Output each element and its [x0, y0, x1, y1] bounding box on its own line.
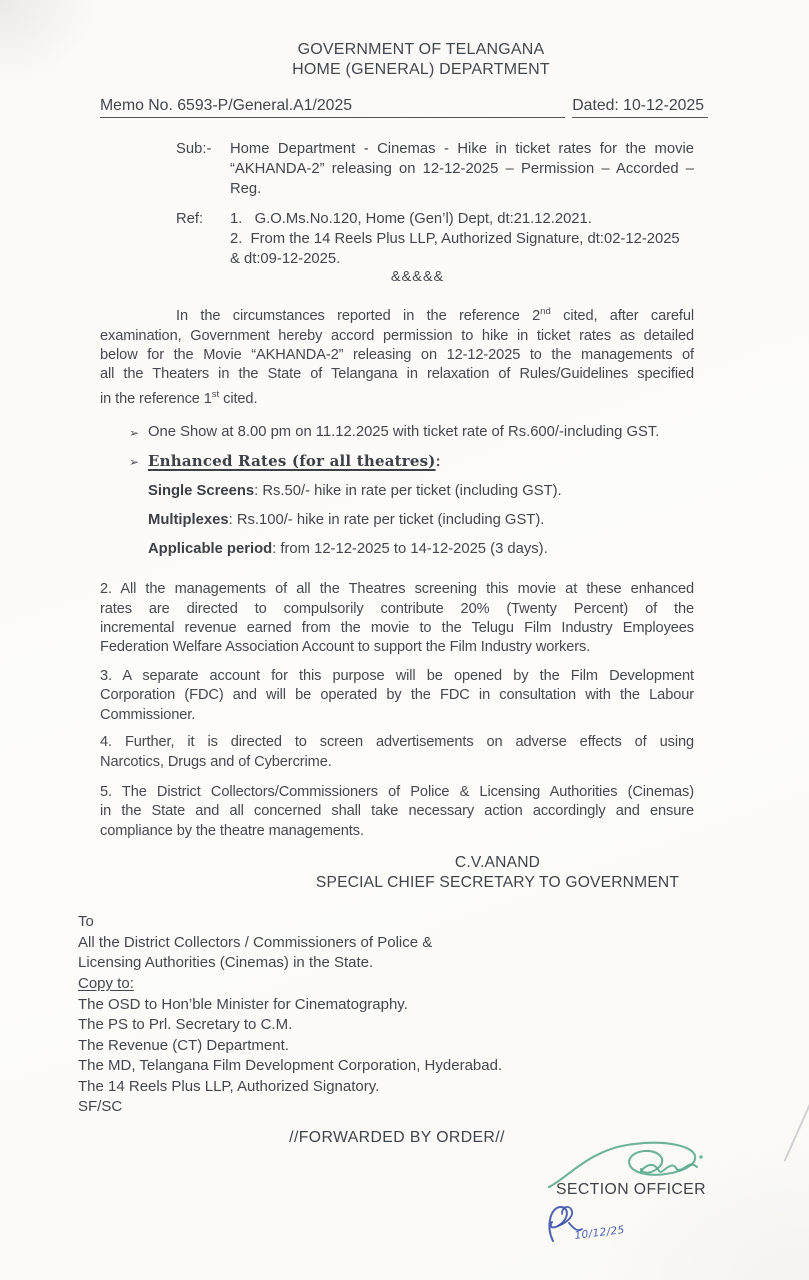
paragraph-line: Federation Welfare Association Account to support the Film Industry workers.	[100, 639, 591, 656]
rate-text: : Rs.50/- hike in rate per ticket (including GST).	[254, 483, 562, 500]
paragraph-line: examination, Government hereby accord permission to hike in ticket rates as detailed	[100, 327, 694, 344]
to-label: To	[78, 913, 94, 931]
signatory-title: SPECIAL CHIEF SECRETARY TO GOVERNMENT	[315, 873, 680, 891]
rate-label: Multiplexes	[148, 512, 229, 529]
addressee-line: Licensing Authorities (Cinemas) in the State.	[78, 954, 374, 972]
paragraph-line: 3. A separate account for this purpose will be opened by the Film Development	[100, 667, 694, 684]
subject-line: Reg.	[230, 181, 262, 198]
rate-line-single-screens	[148, 482, 694, 501]
rate-line-multiplexes	[148, 511, 694, 530]
bullet-item-enhanced-rates	[129, 452, 694, 472]
copy-line: The Revenue (CT) Department.	[78, 1036, 289, 1054]
paragraph-1	[100, 302, 694, 409]
paragraph-line	[100, 302, 694, 326]
subject-label: Sub:-	[176, 141, 212, 157]
ink-date: 10/12/25	[573, 1223, 626, 1242]
addressee-block	[78, 912, 809, 1118]
section-officer-title: SECTION OFFICER	[556, 1181, 706, 1198]
paragraph-line: Narcotics, Drugs and of Cybercrime.	[100, 753, 332, 770]
signatory-name: C.V.ANAND	[454, 854, 541, 872]
paragraph-2	[100, 580, 694, 658]
memo-date: Dated: 10-12-2025	[572, 97, 708, 118]
paragraph-4	[100, 733, 694, 772]
rate-line-applicable-period	[148, 540, 694, 559]
ordinal-superscript: nd	[540, 306, 551, 318]
government-title: GOVERNMENT OF TELANGANA	[297, 41, 545, 58]
paragraph-line: in the State and all concerned shall take necessary action accordingly and ensure	[100, 803, 694, 820]
paragraph-line: 2. All the managements of all the Theatres screening this movie at these enhanced	[100, 581, 694, 598]
reference-item: & dt:09-12-2025.	[230, 251, 341, 268]
paragraph-line: 5. The District Collectors/Commissioners of Police & Licensing Authorities (Cinemas)	[100, 783, 694, 800]
officer-initials-ink	[541, 1201, 653, 1255]
paragraph-text: cited, after careful	[550, 308, 695, 325]
document-header	[33, 0, 809, 80]
paragraph-line: rates are directed to compulsorily contribute 20% (Twenty Percent) of the	[100, 600, 694, 617]
paragraph-5	[100, 783, 694, 841]
rate-text: : from 12-12-2025 to 14-12-2025 (3 days).	[272, 541, 548, 558]
paragraph-line: incremental revenue earned from the movie to the Telugu Film Industry Employees	[100, 620, 694, 637]
bullet-list	[129, 423, 694, 559]
ordinal-superscript: st	[211, 388, 220, 400]
paragraph-text: cited.	[219, 390, 258, 407]
enhanced-rates-heading: Enhanced Rates (for all theatres):	[148, 452, 441, 471]
department-title: HOME (GENERAL) DEPARTMENT	[292, 61, 550, 78]
paragraph-line: Commissioner.	[100, 706, 196, 723]
paragraph-text: in the reference 1	[100, 390, 212, 407]
rate-label: Applicable period	[148, 541, 273, 558]
bullet-text: One Show at 8.00 pm on 11.12.2025 with ticket rate of Rs.600/-including GST.	[148, 424, 660, 441]
sf-sc-line: SF/SC	[78, 1098, 123, 1116]
rate-label: Single Screens	[148, 483, 255, 500]
subject-block	[176, 139, 694, 200]
reference-item: 2. From the 14 Reels Plus LLP, Authorized Signature, dt:02-12-2025	[230, 230, 680, 247]
paragraph-line: below for the Movie “AKHANDA-2” releasing on 12-12-2025 to the managements of	[100, 347, 694, 364]
copy-line: The MD, Telangana Film Development Corporation, Hyderabad.	[78, 1057, 503, 1075]
reference-text	[230, 209, 694, 270]
reference-block	[176, 209, 694, 270]
paragraph-line	[100, 385, 694, 409]
copy-to-label: Copy to:	[78, 974, 134, 992]
forwarded-by-order: //FORWARDED BY ORDER//	[289, 1129, 505, 1147]
subject-line: Home Department - Cinemas - Hike in ticket rates for the movie	[230, 141, 694, 157]
arrow-bullet-icon: ➢	[129, 455, 140, 470]
reference-item: 1. G.O.Ms.No.120, Home (Gen’l) Dept, dt:21.12.2021.	[230, 210, 592, 227]
paragraph-line: Corporation (FDC) and will be operated by the FDC in consultation with the Labour	[100, 687, 694, 704]
heading-colon: :	[435, 454, 441, 471]
paragraph-3	[100, 667, 694, 725]
bullet-item-show	[129, 423, 694, 443]
arrow-bullet-icon: ➢	[129, 426, 140, 441]
subject-text	[230, 139, 694, 200]
paragraph-text: In the circumstances reported in the reference 2	[176, 308, 541, 325]
copy-line: The OSD to Hon’ble Minister for Cinematography.	[78, 995, 408, 1013]
signatory-block	[300, 853, 695, 892]
memo-row	[100, 97, 708, 118]
paragraph-line: compliance by the theatre managements.	[100, 822, 364, 839]
copy-line: The PS to Prl. Secretary to C.M.	[78, 1016, 293, 1034]
addressee-line: All the District Collectors / Commissioners of Police &	[78, 933, 433, 951]
paragraph-line: 4. Further, it is directed to screen advertisements on adverse effects of using	[100, 734, 694, 751]
reference-label: Ref:	[176, 210, 204, 227]
subject-line: “AKHANDA-2” releasing on 12-12-2025 – Permission – Accorded –	[230, 161, 694, 178]
rate-text: : Rs.100/- hike in rate per ticket (including GST).	[228, 512, 545, 529]
paragraph-line: all the Theaters in the State of Telangana in relaxation of Rules/Guidelines specified	[100, 366, 694, 383]
copy-line: The 14 Reels Plus LLP, Authorized Signatory.	[78, 1077, 380, 1095]
ampersand-divider: &&&&&	[390, 269, 445, 286]
memo-number: Memo No. 6593-P/General.A1/2025	[100, 97, 565, 118]
